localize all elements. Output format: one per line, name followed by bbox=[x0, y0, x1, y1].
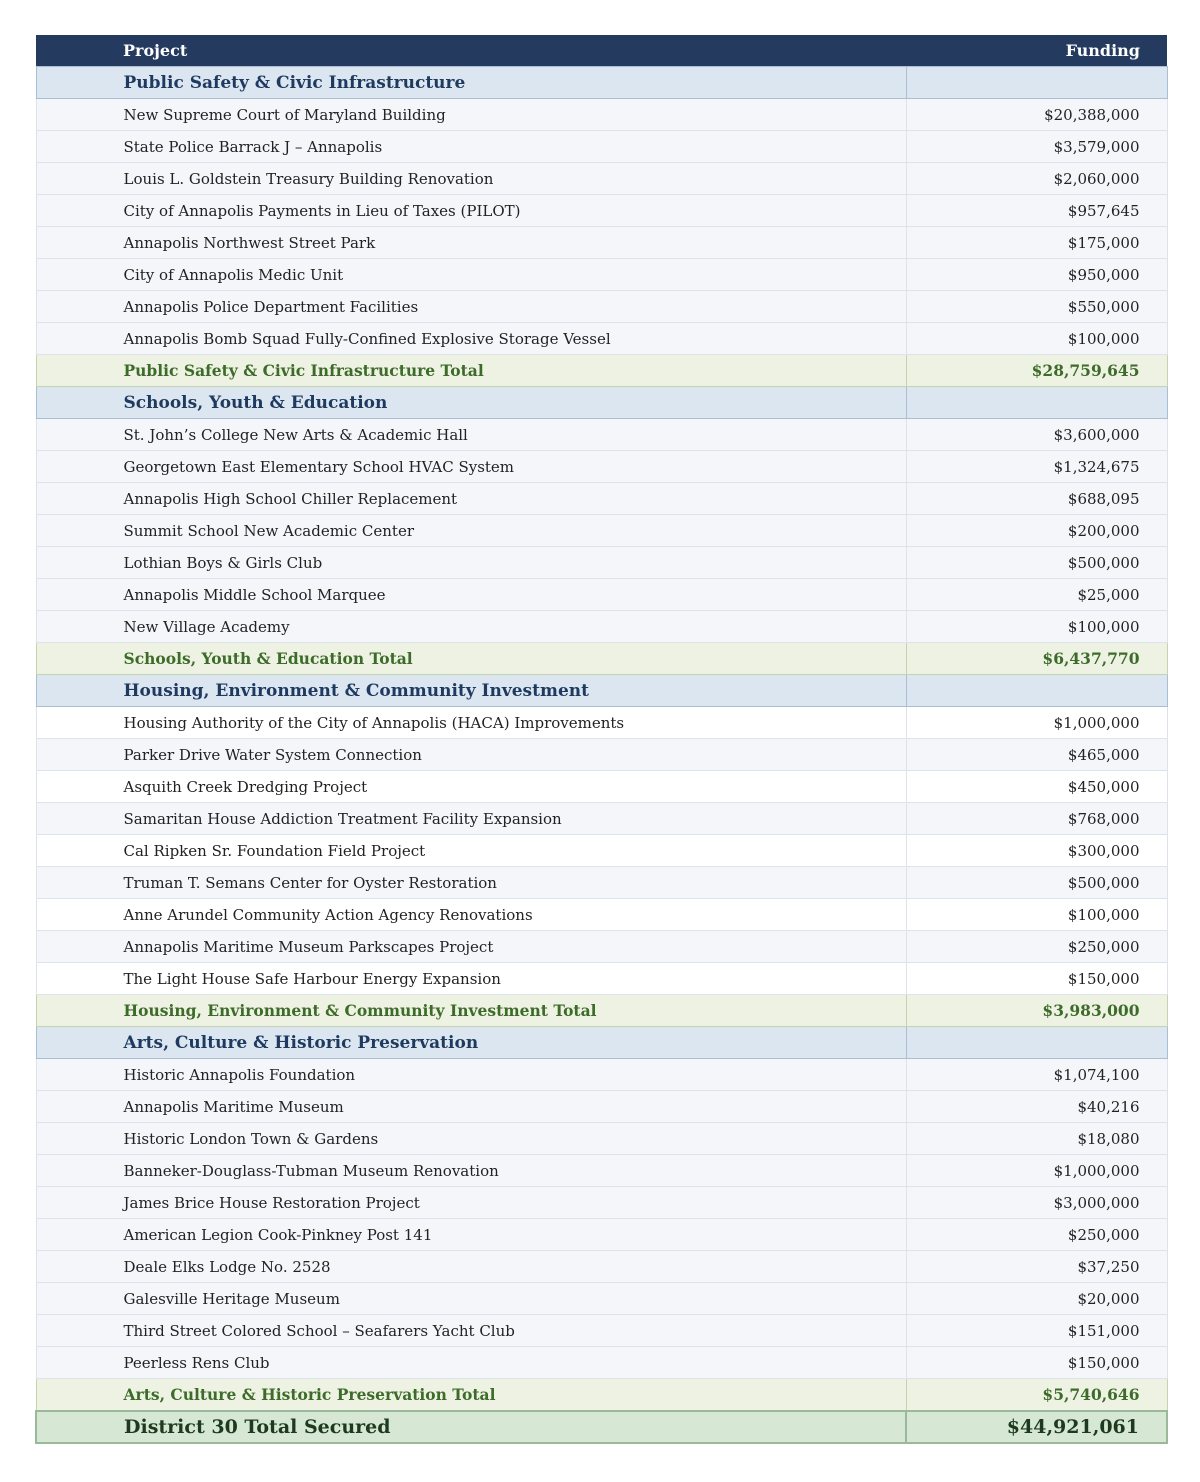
table-row-label: Summit School New Academic Center bbox=[36, 515, 906, 547]
section-total-row bbox=[36, 643, 1167, 675]
table-row-label: Banneker-Douglass-Tubman Museum Renovation bbox=[36, 1155, 906, 1187]
table-row-label: Annapolis Bomb Squad Fully-Confined Explosive Storage Vessel bbox=[36, 323, 906, 355]
table-row-amount: $175,000 bbox=[906, 227, 1167, 259]
table-row-amount: $3,579,000 bbox=[906, 131, 1167, 163]
section-total-row-amount: $5,740,646 bbox=[906, 1379, 1167, 1412]
table-row-label: Samaritan House Addiction Treatment Facility Expansion bbox=[36, 803, 906, 835]
table-row bbox=[36, 483, 1167, 515]
table-row-label: Historic Annapolis Foundation bbox=[36, 1059, 906, 1091]
table-row-amount: $250,000 bbox=[906, 931, 1167, 963]
column-header-funding: Funding bbox=[906, 35, 1167, 67]
table-row bbox=[36, 963, 1167, 995]
table-row-label: Galesville Heritage Museum bbox=[36, 1283, 906, 1315]
table-row-amount: $450,000 bbox=[906, 771, 1167, 803]
grand-total-row-label: District 30 Total Secured bbox=[36, 1411, 906, 1443]
section-header-label: Public Safety & Civic Infrastructure bbox=[36, 67, 906, 99]
funding-table bbox=[35, 35, 1168, 1444]
table-row bbox=[36, 227, 1167, 259]
table-row-label: Annapolis Police Department Facilities bbox=[36, 291, 906, 323]
table-row bbox=[36, 451, 1167, 483]
table-row-amount: $20,000 bbox=[906, 1283, 1167, 1315]
table-row-amount: $3,000,000 bbox=[906, 1187, 1167, 1219]
table-row-amount: $100,000 bbox=[906, 323, 1167, 355]
table-row-label: Annapolis High School Chiller Replacement bbox=[36, 483, 906, 515]
table-row bbox=[36, 1187, 1167, 1219]
table-row bbox=[36, 931, 1167, 963]
table-row-amount: $151,000 bbox=[906, 1315, 1167, 1347]
section-header-label: Schools, Youth & Education bbox=[36, 387, 906, 419]
table-row bbox=[36, 419, 1167, 451]
section-total-row-label: Public Safety & Civic Infrastructure Total bbox=[36, 355, 906, 387]
table-row-label: James Brice House Restoration Project bbox=[36, 1187, 906, 1219]
table-row-label: St. John’s College New Arts & Academic Hall bbox=[36, 419, 906, 451]
table-row-amount: $550,000 bbox=[906, 291, 1167, 323]
table-row bbox=[36, 803, 1167, 835]
table-row-label: Anne Arundel Community Action Agency Renovations bbox=[36, 899, 906, 931]
table-row-amount: $688,095 bbox=[906, 483, 1167, 515]
table-row-amount: $150,000 bbox=[906, 1347, 1167, 1379]
table-row-label: American Legion Cook-Pinkney Post 141 bbox=[36, 1219, 906, 1251]
table-row-label: Annapolis Maritime Museum bbox=[36, 1091, 906, 1123]
table-row-amount: $18,080 bbox=[906, 1123, 1167, 1155]
table-row-amount: $500,000 bbox=[906, 867, 1167, 899]
table-row-label: Annapolis Maritime Museum Parkscapes Project bbox=[36, 931, 906, 963]
section-total-row-amount: $28,759,645 bbox=[906, 355, 1167, 387]
table-row bbox=[36, 1219, 1167, 1251]
section-total-row-label: Arts, Culture & Historic Preservation Total bbox=[36, 1379, 906, 1412]
table-row bbox=[36, 1123, 1167, 1155]
section-total-row-amount: $3,983,000 bbox=[906, 995, 1167, 1027]
section-header-amount bbox=[906, 675, 1167, 707]
table-row-label: Peerless Rens Club bbox=[36, 1347, 906, 1379]
table-row-amount: $300,000 bbox=[906, 835, 1167, 867]
section-total-row-label: Schools, Youth & Education Total bbox=[36, 643, 906, 675]
table-row-label: New Village Academy bbox=[36, 611, 906, 643]
section-header-label: Housing, Environment & Community Investment bbox=[36, 675, 906, 707]
table-row-label: Louis L. Goldstein Treasury Building Renovation bbox=[36, 163, 906, 195]
grand-total-row bbox=[36, 1411, 1167, 1443]
table-row-amount: $1,324,675 bbox=[906, 451, 1167, 483]
table-row bbox=[36, 323, 1167, 355]
table-row-label: Annapolis Middle School Marquee bbox=[36, 579, 906, 611]
table-row-amount: $1,000,000 bbox=[906, 1155, 1167, 1187]
section-total-row bbox=[36, 1379, 1167, 1412]
table-row bbox=[36, 515, 1167, 547]
table-row bbox=[36, 131, 1167, 163]
table-row bbox=[36, 259, 1167, 291]
table-row bbox=[36, 867, 1167, 899]
table-row-label: Annapolis Northwest Street Park bbox=[36, 227, 906, 259]
table-row bbox=[36, 899, 1167, 931]
table-row-label: Asquith Creek Dredging Project bbox=[36, 771, 906, 803]
table-row-label: Deale Elks Lodge No. 2528 bbox=[36, 1251, 906, 1283]
table-row-label: New Supreme Court of Maryland Building bbox=[36, 99, 906, 131]
section-header bbox=[36, 1027, 1167, 1059]
table-row-label: Historic London Town & Gardens bbox=[36, 1123, 906, 1155]
table-row bbox=[36, 1251, 1167, 1283]
table-row-label: Cal Ripken Sr. Foundation Field Project bbox=[36, 835, 906, 867]
table-row-amount: $950,000 bbox=[906, 259, 1167, 291]
table-row-amount: $150,000 bbox=[906, 963, 1167, 995]
table-row bbox=[36, 1059, 1167, 1091]
table-row-amount: $3,600,000 bbox=[906, 419, 1167, 451]
table-row bbox=[36, 1347, 1167, 1379]
table-row bbox=[36, 1155, 1167, 1187]
table-row-amount: $957,645 bbox=[906, 195, 1167, 227]
section-total-row-label: Housing, Environment & Community Investment Total bbox=[36, 995, 906, 1027]
table-row-amount: $1,000,000 bbox=[906, 707, 1167, 739]
table-row-label: Housing Authority of the City of Annapolis (HACA) Improvements bbox=[36, 707, 906, 739]
table-row-amount: $37,250 bbox=[906, 1251, 1167, 1283]
table-row-amount: $100,000 bbox=[906, 899, 1167, 931]
table-row-label: City of Annapolis Payments in Lieu of Taxes (PILOT) bbox=[36, 195, 906, 227]
table-row bbox=[36, 1315, 1167, 1347]
table-row-amount: $250,000 bbox=[906, 1219, 1167, 1251]
section-total-row-amount: $6,437,770 bbox=[906, 643, 1167, 675]
table-row-label: Truman T. Semans Center for Oyster Restoration bbox=[36, 867, 906, 899]
table-row bbox=[36, 1091, 1167, 1123]
table-row-label: Lothian Boys & Girls Club bbox=[36, 547, 906, 579]
section-header-amount bbox=[906, 67, 1167, 99]
table-row bbox=[36, 163, 1167, 195]
table-row bbox=[36, 611, 1167, 643]
table-row bbox=[36, 99, 1167, 131]
grand-total-row-amount: $44,921,061 bbox=[906, 1411, 1167, 1443]
table-row-label: The Light House Safe Harbour Energy Expansion bbox=[36, 963, 906, 995]
table-row-amount: $200,000 bbox=[906, 515, 1167, 547]
section-header bbox=[36, 675, 1167, 707]
table-row bbox=[36, 771, 1167, 803]
table-row-label: Third Street Colored School – Seafarers Yacht Club bbox=[36, 1315, 906, 1347]
section-header-amount bbox=[906, 1027, 1167, 1059]
section-total-row bbox=[36, 355, 1167, 387]
table-row-label: State Police Barrack J – Annapolis bbox=[36, 131, 906, 163]
table-row-amount: $40,216 bbox=[906, 1091, 1167, 1123]
table-row-amount: $100,000 bbox=[906, 611, 1167, 643]
table-row-amount: $1,074,100 bbox=[906, 1059, 1167, 1091]
table-row bbox=[36, 739, 1167, 771]
table-row-amount: $25,000 bbox=[906, 579, 1167, 611]
table-row bbox=[36, 547, 1167, 579]
section-header bbox=[36, 67, 1167, 99]
table-row bbox=[36, 1283, 1167, 1315]
column-header-project: Project bbox=[36, 35, 906, 67]
table-header-row bbox=[36, 35, 1167, 67]
table-row-label: Parker Drive Water System Connection bbox=[36, 739, 906, 771]
table-row bbox=[36, 195, 1167, 227]
table-row bbox=[36, 579, 1167, 611]
section-total-row bbox=[36, 995, 1167, 1027]
table-row-amount: $465,000 bbox=[906, 739, 1167, 771]
table-row bbox=[36, 707, 1167, 739]
section-header-label: Arts, Culture & Historic Preservation bbox=[36, 1027, 906, 1059]
table-row-amount: $500,000 bbox=[906, 547, 1167, 579]
table-row bbox=[36, 835, 1167, 867]
table-row-label: Georgetown East Elementary School HVAC System bbox=[36, 451, 906, 483]
table-row bbox=[36, 291, 1167, 323]
section-header-amount bbox=[906, 387, 1167, 419]
table-row-amount: $2,060,000 bbox=[906, 163, 1167, 195]
section-header bbox=[36, 387, 1167, 419]
table-row-amount: $20,388,000 bbox=[906, 99, 1167, 131]
table-row-amount: $768,000 bbox=[906, 803, 1167, 835]
table-row-label: City of Annapolis Medic Unit bbox=[36, 259, 906, 291]
